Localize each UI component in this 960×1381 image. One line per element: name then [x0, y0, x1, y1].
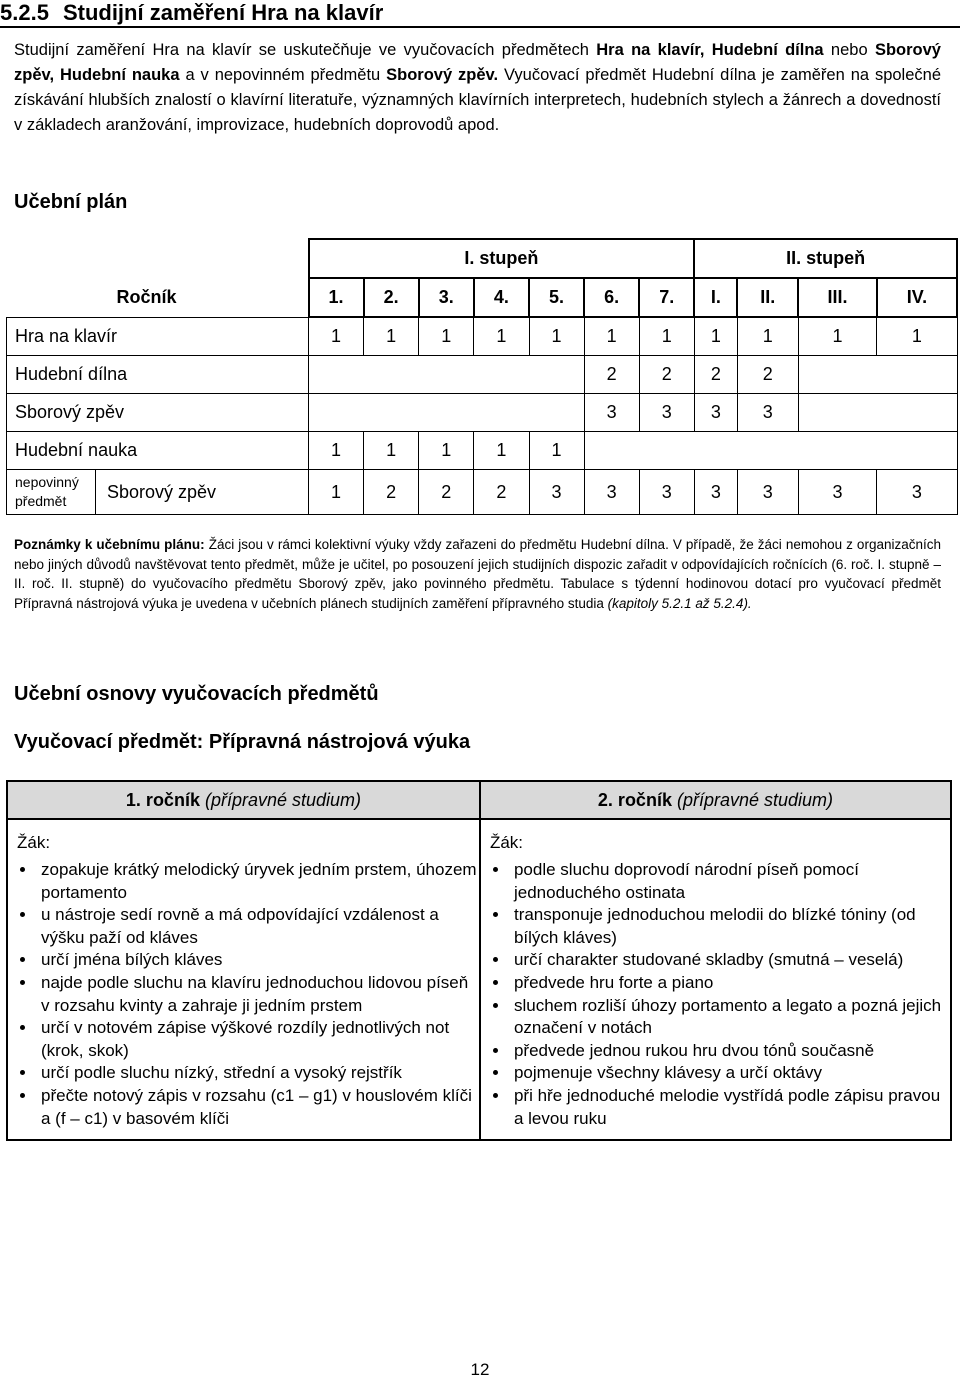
- hours-cell: 1: [474, 432, 529, 470]
- plan-title: Učební plán: [14, 191, 128, 213]
- intro-text-4: Vyučovací předmět Hudební dílna je zaměřen na společné získávání hlubších znalostí o klavírní literatuře, významných klavírních interpretech, hudebních stylech a žánrech a dovedností v základech aranžování, improvizace, hudebních doprovodů apod.: [14, 66, 941, 134]
- hours-cell: 2: [694, 356, 737, 394]
- list-item: • určí charakter studované skladby (smutná – veselá): [510, 949, 949, 972]
- hours-cell: 1: [364, 317, 419, 356]
- hours-cell: 1: [584, 317, 639, 356]
- empty-cell: [584, 432, 957, 470]
- column-body-2: [480, 819, 951, 1140]
- hours-cell: 1: [364, 432, 419, 470]
- grade-cell: 4.: [474, 278, 529, 317]
- hours-cell: 1: [529, 317, 584, 356]
- curriculum-body-row: [7, 819, 951, 1140]
- intro-bold-1: Hra na klavír, Hudební dílna: [596, 41, 824, 59]
- hours-cell: 1: [474, 317, 529, 356]
- hours-cell: 3: [694, 394, 737, 432]
- column-header-1: [7, 781, 480, 819]
- table-row: [7, 356, 958, 394]
- section-number: 5.2.5: [0, 0, 49, 25]
- notes-italic: (kapitoly 5.2.1 až 5.2.4).: [607, 595, 752, 611]
- table-row: [7, 394, 958, 432]
- list-item: • při hře jednoduché melodie vystřídá podle zápisu pravou a levou ruku: [510, 1085, 949, 1130]
- grade-cell: IV.: [877, 278, 957, 317]
- intro-text-3: a v nepovinném předmětu: [179, 66, 387, 84]
- page-number: 12: [470, 1360, 490, 1379]
- hours-cell: 2: [474, 470, 529, 515]
- list-item: • u nástroje sedí rovně a má odpovídající vzdálenost a výšku paží od kláves: [37, 904, 478, 949]
- intro-text-1: Studijní zaměření Hra na klavír se uskutečňuje ve vyučovacích předmětech: [14, 41, 597, 59]
- hours-cell: 2: [639, 356, 694, 394]
- list-item: • přečte notový zápis v rozsahu (c1 – g1) v houslovém klíči a (f – c1) v basovém klíči: [37, 1085, 478, 1130]
- stage-2: II. stupeň: [694, 239, 957, 278]
- column-header-2: [480, 781, 951, 819]
- grade-label: 2. ročník: [597, 790, 672, 810]
- hours-cell: 1: [737, 317, 798, 356]
- hours-cell: 1: [419, 432, 474, 470]
- list-item: • zopakuje krátký melodický úryvek jedním prstem, úhozem portamento: [37, 859, 478, 904]
- list-item: • určí podle sluchu nízký, střední a vysoký rejstřík: [37, 1062, 478, 1085]
- grade-cell: 6.: [584, 278, 639, 317]
- subject-name: Sborový zpěv: [107, 482, 217, 502]
- subject-name: Sborový zpěv: [7, 394, 309, 432]
- grade-label: 1. ročník: [125, 790, 200, 810]
- hours-cell: 2: [737, 356, 798, 394]
- column-body-1: [7, 819, 480, 1140]
- table-row: [7, 432, 958, 470]
- intro-bold-2: Sborový zpěv, Hudební nauka: [14, 41, 941, 84]
- grade-cell: II.: [737, 278, 798, 317]
- hours-cell: 1: [694, 317, 737, 356]
- list-item: • předvede jednou rukou hru dvou tónů současně: [510, 1040, 949, 1063]
- empty-cell: [798, 394, 957, 432]
- grade-note: (přípravné studium): [204, 790, 362, 810]
- hours-cell: 3: [584, 394, 639, 432]
- stage-1: I. stupeň: [309, 239, 695, 278]
- plan-notes: [14, 535, 941, 613]
- empty-cell: [309, 356, 585, 394]
- plan-grade-row: [7, 278, 958, 317]
- section-heading: [0, 0, 960, 28]
- hours-cell: 1: [309, 470, 364, 515]
- notes-text: Žáci jsou v rámci kolektivní výuky vždy zařazeni do předmětu Hudební dílna. V případě, že žáci nemohou z organizačních nebo jiných důvodů navštěvovat tento předmět, může je učitel, po posouzení jejich studijních dispozic zařadit v odpovídajících ročnících (6. roč. I. stupně – II. roč. II. stupně) do vyučovacího předmětu Sborový zpěv, jako povinného předmětu. Tabulace s týdenní hodinovou dotací pro vyučovací předmět Přípravná nástrojová výuka je uvedena v učebních plánech studijních zaměření přípravného studia: [14, 537, 941, 611]
- outcomes-list: [482, 859, 949, 1138]
- intro-bold-3: Sborový zpěv.: [386, 66, 499, 84]
- osnovy-title: Učební osnovy vyučovacích předmětů: [14, 683, 379, 705]
- intro-text-2: nebo: [823, 41, 875, 59]
- list-item: • určí jména bílých kláves: [37, 949, 478, 972]
- list-item: • předvede hru forte a piano: [510, 972, 949, 995]
- subject-name: Hudební dílna: [7, 356, 309, 394]
- list-item: • sluchem rozliší úhozy portamento a legato a pozná jejich označení v notách: [510, 995, 949, 1040]
- hours-cell: 1: [529, 432, 584, 470]
- hours-cell: 1: [309, 317, 364, 356]
- hours-cell: 3: [639, 470, 694, 515]
- plan-table: [6, 238, 958, 515]
- empty-cell: [309, 394, 585, 432]
- list-item: • určí v notovém zápise výškové rozdíly jednotlivých not (krok, skok): [37, 1017, 478, 1062]
- rocnik-label: Ročník: [116, 286, 177, 307]
- subject-name: Hudební nauka: [7, 432, 309, 470]
- grade-cell: 3.: [419, 278, 474, 317]
- list-item: • najde podle sluchu na klavíru jednoduchou lidovou píseň v rozsahu kvinty a zahraje ji jedním prstem: [37, 972, 478, 1017]
- hours-cell: 3: [798, 470, 877, 515]
- grade-note: (přípravné studium): [676, 790, 834, 810]
- hours-cell: 3: [737, 470, 798, 515]
- list-item: • podle sluchu doprovodí národní píseň pomocí jednoduchého ostinata: [510, 859, 949, 904]
- zak-label: Žák:: [17, 833, 51, 852]
- hours-cell: 3: [737, 394, 798, 432]
- table-row: [7, 317, 958, 356]
- list-item: • pojmenuje všechny klávesy a určí oktávy: [510, 1062, 949, 1085]
- hours-cell: 3: [584, 470, 639, 515]
- table-row: [7, 470, 958, 515]
- hours-cell: 3: [639, 394, 694, 432]
- list-item: • transponuje jednoduchou melodii do blízké tóniny (od bílých kláves): [510, 904, 949, 949]
- grade-cell: III.: [798, 278, 877, 317]
- optional-subject-cell: [7, 470, 309, 515]
- hours-cell: 1: [419, 317, 474, 356]
- curriculum-table: [6, 780, 952, 1141]
- hours-cell: 3: [529, 470, 584, 515]
- outcomes-list: [9, 859, 478, 1138]
- hours-cell: 3: [694, 470, 737, 515]
- subject-name: Hra na klavír: [7, 317, 309, 356]
- zak-label: Žák:: [489, 833, 524, 852]
- hours-cell: 2: [364, 470, 419, 515]
- grade-cell: 7.: [639, 278, 694, 317]
- optional-label: nepovinný předmět: [15, 474, 79, 509]
- hours-cell: 1: [639, 317, 694, 356]
- hours-cell: 1: [309, 432, 364, 470]
- plan-stage-row: [7, 239, 958, 278]
- grade-cell: 1.: [309, 278, 364, 317]
- hours-cell: 3: [877, 470, 957, 515]
- empty-cell: [798, 356, 957, 394]
- hours-cell: 2: [584, 356, 639, 394]
- grade-cell: 2.: [364, 278, 419, 317]
- hours-cell: 1: [877, 317, 957, 356]
- grade-cell: 5.: [529, 278, 584, 317]
- subject-heading: Vyučovací předmět: Přípravná nástrojová výuka: [14, 731, 471, 753]
- intro-paragraph: [14, 38, 941, 138]
- curriculum-header-row: [7, 781, 951, 819]
- notes-label: Poznámky k učebnímu plánu:: [14, 537, 205, 552]
- section-title: Studijní zaměření Hra na klavír: [62, 0, 384, 25]
- grade-cell: I.: [694, 278, 737, 317]
- hours-cell: 2: [419, 470, 474, 515]
- hours-cell: 1: [798, 317, 877, 356]
